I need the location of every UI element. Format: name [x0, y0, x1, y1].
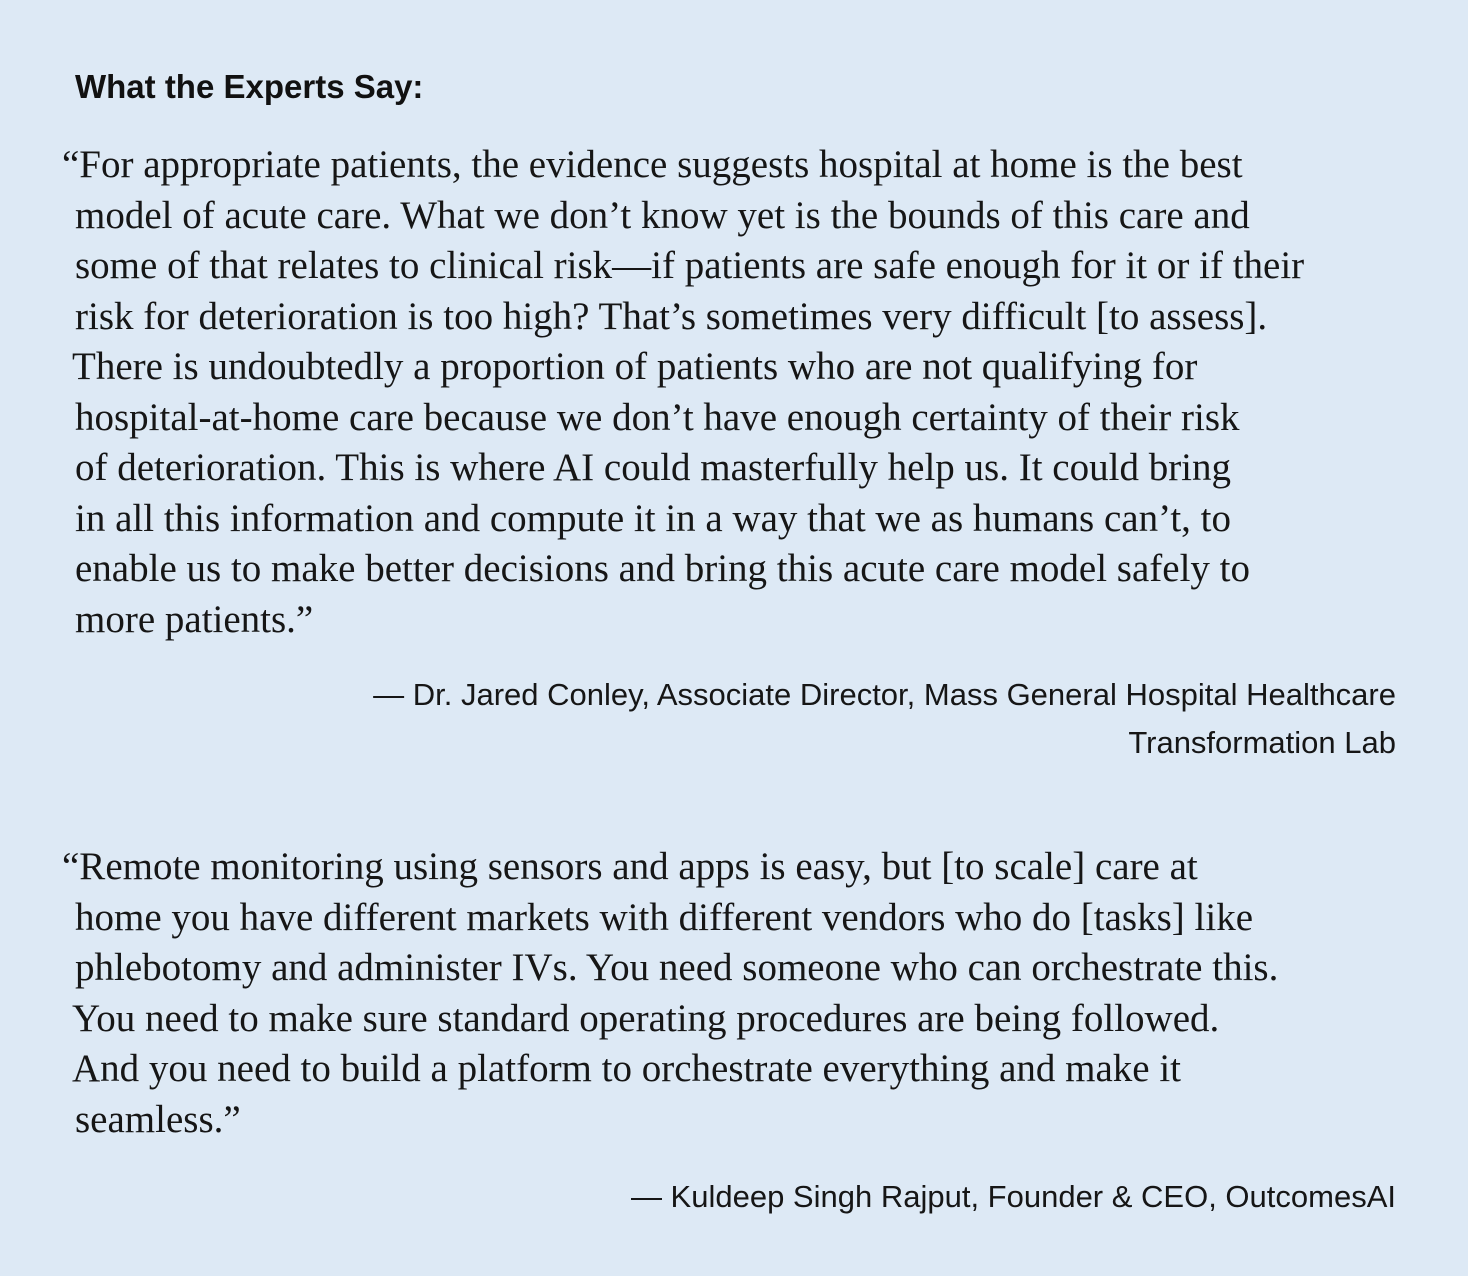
- expert-quote: [62, 140, 1412, 645]
- quote-line: “For appropriate patients, the evidence suggests hospital at home is the best: [62, 143, 1243, 186]
- section-heading: What the Experts Say:: [75, 68, 424, 105]
- quote-line: phlebotomy and administer IVs. You need someone who can orchestrate this.: [75, 946, 1279, 989]
- quote-attribution: [631, 1173, 1396, 1221]
- quote-line: in all this information and compute it in a way that we as humans can’t, to: [75, 496, 1232, 540]
- quote-line: of deterioration. This is where AI could masterfully help us. It could bring: [75, 446, 1232, 489]
- quote-line: “Remote monitoring using sensors and apps is easy, but [to scale] care at: [62, 845, 1198, 888]
- attribution-line: — Kuldeep Singh Rajput, Founder & CEO, OutcomesAI: [630, 1179, 1396, 1214]
- attribution-line: Transformation Lab: [1128, 725, 1396, 760]
- quote-attribution: [373, 671, 1396, 767]
- quote-line: enable us to make better decisions and bring this acute care model safely to: [75, 547, 1251, 590]
- quote-line: And you need to build a platform to orchestrate everything and make it: [72, 1047, 1182, 1090]
- quote-line: hospital-at-home care because we don’t have enough certainty of their risk: [75, 395, 1240, 439]
- quote-line: seamless.”: [75, 1097, 241, 1141]
- quote-line: You need to make sure standard operating procedures are being followed.: [72, 996, 1220, 1040]
- quote-line: more patients.”: [75, 597, 314, 641]
- quote-line: model of acute care. What we don’t know yet is the bounds of this care and: [75, 193, 1250, 237]
- attribution-line: — Dr. Jared Conley, Associate Director, Mass General Hospital Healthcare: [373, 677, 1396, 712]
- expert-quote: [62, 842, 1412, 1145]
- quote-line: some of that relates to clinical risk—if patients are safe enough for it or if their: [75, 244, 1305, 287]
- quote-line: home you have different markets with different vendors who do [tasks] like: [75, 895, 1253, 939]
- quote-line: There is undoubtedly a proportion of patients who are not qualifying for: [72, 345, 1198, 388]
- quote-line: risk for deterioration is too high? That’s sometimes very difficult [to assess].: [75, 294, 1268, 338]
